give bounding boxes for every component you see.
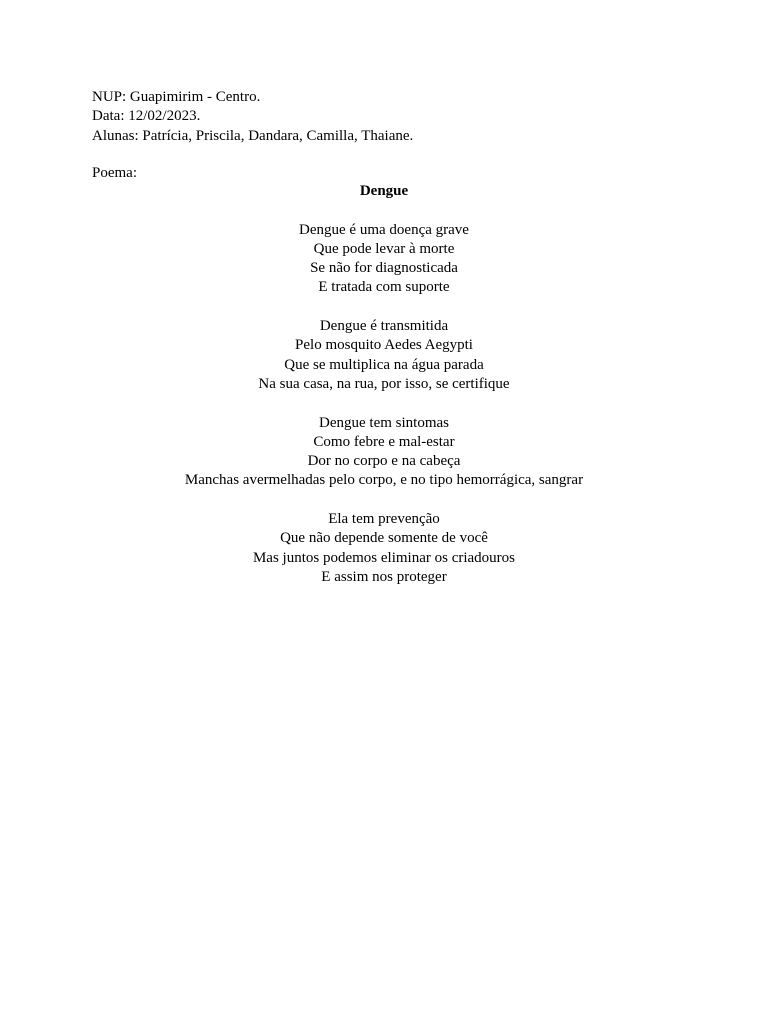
verse: Se não for diagnosticada [310,260,458,277]
stanza-1 [0,221,768,298]
verse: Mas juntos podemos eliminar os criadouros [252,549,516,566]
verse: Que se multiplica na água parada [284,356,484,373]
verse: Dengue é uma doença grave [299,221,469,238]
verse: E assim nos proteger [321,568,447,585]
verse: Pelo mosquito Aedes Aegypti [295,337,473,354]
stanza-3 [0,414,768,491]
verse: Ela tem prevenção [328,511,440,528]
verse: E tratada com suporte [318,279,450,296]
poem-title: Dengue [359,183,409,199]
nup-line: NUP: Guapimirim - Centro. [92,89,261,105]
document-header [92,88,692,146]
date-line: Data: 12/02/2023. [92,108,201,125]
verse: Como febre e mal-estar [313,433,455,450]
stanza-4 [0,510,768,587]
poem-label: Poema: [92,165,137,181]
verse: Que pode levar à morte [313,240,455,257]
verse: Manchas avermelhadas pelo corpo, e no tipo hemorrágica, sangrar [184,472,584,489]
verse: Dengue é transmitida [319,318,449,335]
verse: Que não depende somente de você [280,530,488,547]
stanza-2 [0,317,768,394]
poem [0,182,768,607]
students-line: Alunas: Patrícia, Priscila, Dandara, Camilla, Thaiane. [92,127,414,144]
verse: Dengue tem sintomas [319,414,449,431]
verse: Dor no corpo e na cabeça [307,453,461,470]
verse: Na sua casa, na rua, por isso, se certifique [258,375,510,392]
